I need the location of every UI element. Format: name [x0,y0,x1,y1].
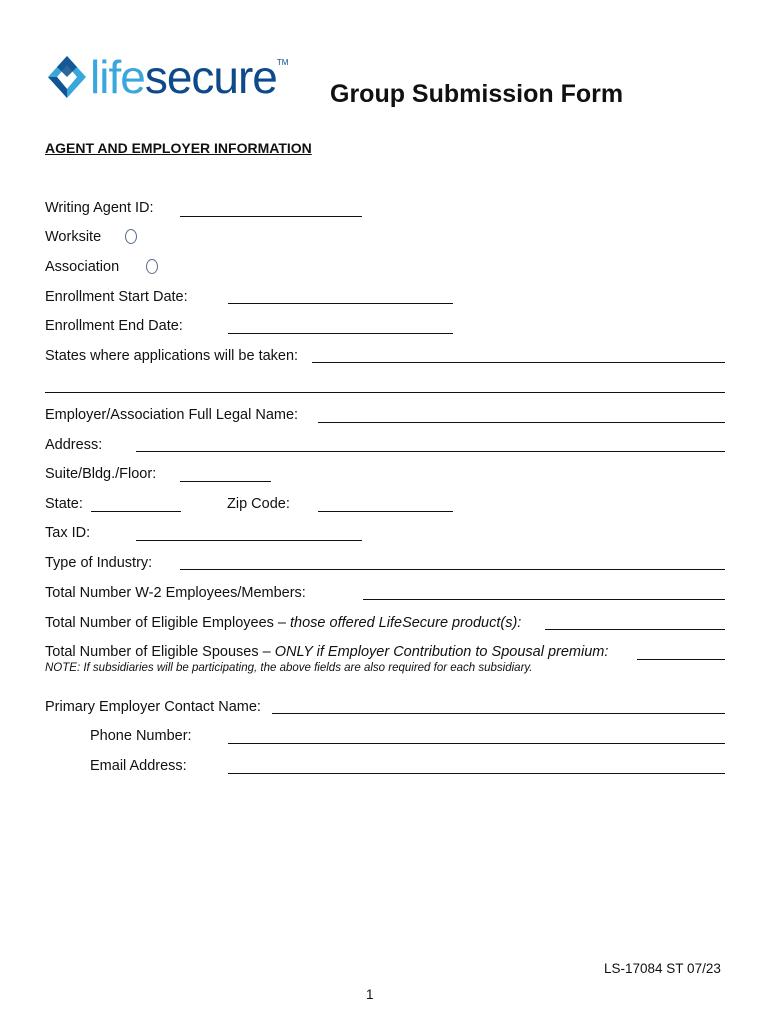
lifesecure-logo-icon [48,56,86,98]
states-label: States where applications will be taken: [45,348,299,364]
tax-id-label: Tax ID: [45,525,91,541]
tax-id-field[interactable] [136,527,362,541]
suite-label: Suite/Bldg./Floor: [45,466,157,482]
total-w2-field[interactable] [363,586,725,600]
zip-field[interactable] [318,498,453,512]
worksite-label: Worksite [45,229,102,245]
eligible-spouses-note: ONLY if Employer Contribution to Spousal premium: [274,644,609,660]
brand-name-secure: secure [144,51,277,103]
eligible-employees-label [45,614,521,632]
eligible-employees-note: those offered LifeSecure product(s): [290,615,522,631]
writing-agent-id-label: Writing Agent ID: [45,200,154,216]
worksite-radio[interactable] [125,229,137,244]
association-radio[interactable] [146,259,158,274]
zip-label: Zip Code: [227,496,290,512]
eligible-employees-field[interactable] [545,616,725,630]
section-heading: AGENT AND EMPLOYER INFORMATION [45,140,312,156]
form-title: Group Submission Form [330,80,624,108]
eligible-spouses-label [45,643,608,661]
address-field[interactable] [136,438,725,452]
industry-field[interactable] [180,556,725,570]
trademark-mark: TM [276,58,289,67]
primary-contact-label: Primary Employer Contact Name: [45,699,261,715]
enrollment-start-label: Enrollment Start Date: [45,289,188,305]
employer-name-label: Employer/Association Full Legal Name: [45,407,299,423]
subsidiary-note: NOTE: If subsidiaries will be participating, the above fields are also required for each subsidiary. [45,662,533,674]
states-field[interactable] [312,349,725,363]
enrollment-end-field[interactable] [228,320,453,334]
industry-label: Type of Industry: [45,555,153,571]
total-w2-label: Total Number W-2 Employees/Members: [45,585,306,601]
states-field-continuation[interactable] [45,379,725,393]
email-label: Email Address: [90,758,187,774]
address-label: Address: [45,437,103,453]
brand-name-life: life [90,51,145,103]
eligible-employees-text: Total Number of Eligible Employees – [45,615,291,631]
suite-field[interactable] [180,468,271,482]
brand-wordmark [90,51,289,103]
enrollment-start-field[interactable] [228,290,453,304]
phone-field[interactable] [228,730,725,744]
employer-name-field[interactable] [318,409,725,423]
state-field[interactable] [91,498,181,512]
phone-label: Phone Number: [90,728,192,744]
email-field[interactable] [228,760,725,774]
form-code: LS-17084 ST 07/23 [604,961,721,976]
page-number: 1 [366,987,374,1002]
enrollment-end-label: Enrollment End Date: [45,318,183,334]
eligible-spouses-field[interactable] [637,646,725,660]
state-label: State: [45,496,83,512]
eligible-spouses-text: Total Number of Eligible Spouses – [45,644,275,660]
association-label: Association [45,259,120,275]
writing-agent-id-field[interactable] [180,202,362,217]
primary-contact-field[interactable] [272,700,725,714]
